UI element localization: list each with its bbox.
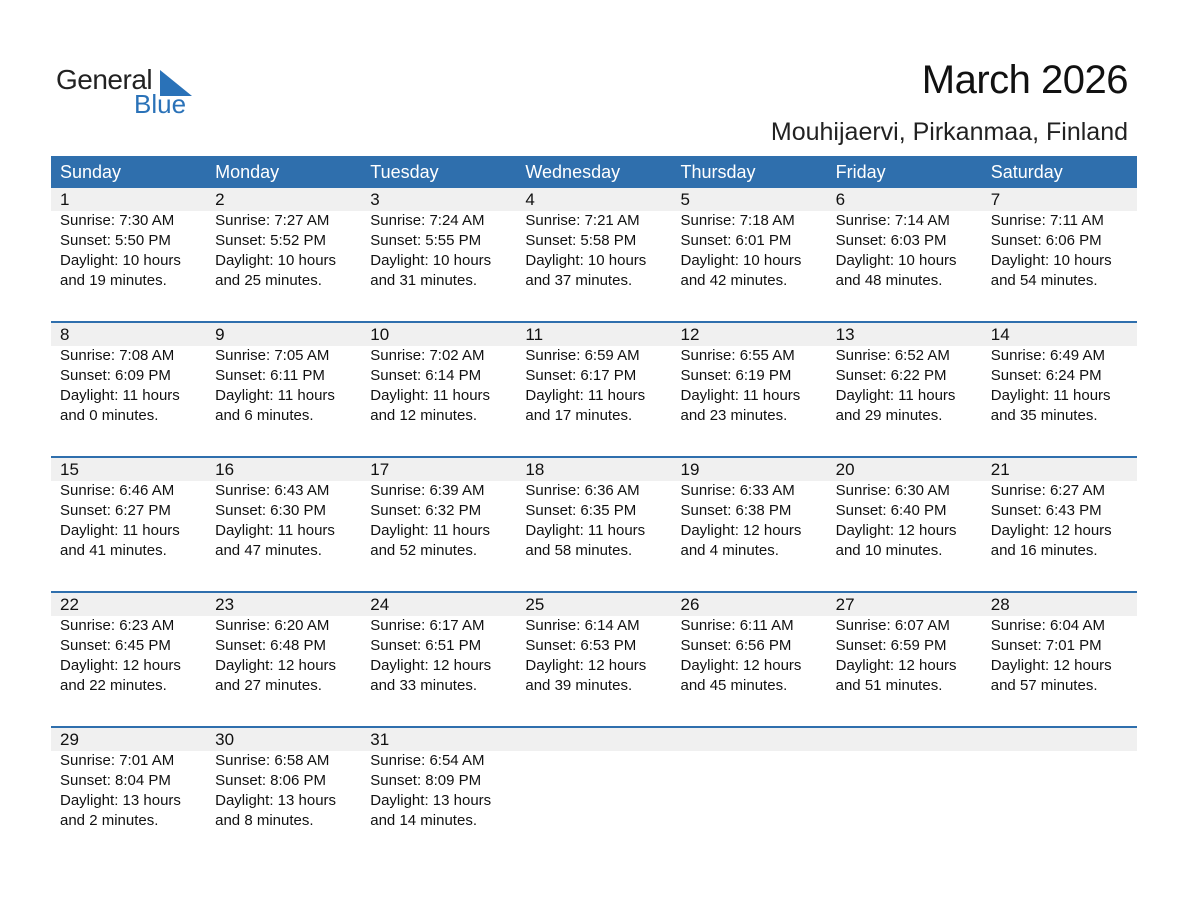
daylight-minutes-text: and 48 minutes.: [835, 272, 943, 289]
daylight-minutes-text: and 25 minutes.: [215, 272, 322, 289]
daylight-minutes-text: and 4 minutes.: [680, 542, 779, 559]
weekday-label: Sunday: [60, 162, 122, 182]
day-number-row: [51, 458, 1137, 481]
daylight-minutes-text: and 29 minutes.: [835, 407, 943, 424]
daylight-minutes-text: and 52 minutes.: [370, 542, 477, 559]
daylight-minutes-text: and 31 minutes.: [370, 272, 477, 289]
daylight-text: Daylight: 12 hours: [990, 522, 1112, 539]
day-cell: [827, 751, 982, 861]
daylight-minutes-text: and 54 minutes.: [990, 272, 1098, 289]
day-cell: [516, 211, 671, 321]
daylight-text: Daylight: 11 hours: [215, 522, 335, 539]
day-number: 14: [990, 325, 1010, 344]
day-cell: [516, 481, 671, 591]
day-number: 11: [525, 325, 544, 344]
day-info-row: [51, 751, 1137, 861]
day-cell: [982, 346, 1137, 456]
sunrise-text: Sunrise: 7:18 AM: [680, 212, 795, 229]
daylight-text: Daylight: 10 hours: [990, 252, 1112, 269]
day-number-row: [51, 188, 1137, 211]
sunset-text: Sunset: 6:53 PM: [525, 637, 637, 654]
daylight-minutes-text: and 8 minutes.: [215, 812, 314, 829]
daylight-minutes-text: and 2 minutes.: [60, 812, 159, 829]
sunset-text: Sunset: 6:40 PM: [835, 502, 947, 519]
day-info-row: [51, 481, 1137, 591]
daylight-text: Daylight: 11 hours: [370, 387, 491, 404]
day-cell: [827, 616, 982, 726]
sunrise-text: Sunrise: 6:36 AM: [525, 482, 640, 499]
sunset-text: Sunset: 6:59 PM: [835, 637, 947, 654]
daylight-text: Daylight: 12 hours: [680, 522, 802, 539]
day-cell: [51, 211, 206, 321]
day-cell: [827, 211, 982, 321]
day-cell: [51, 616, 206, 726]
day-cell: [361, 211, 516, 321]
location-subtitle: Mouhijaervi, Pirkanmaa, Finland: [770, 118, 1128, 146]
sunset-text: Sunset: 6:01 PM: [680, 232, 792, 249]
daylight-minutes-text: and 22 minutes.: [60, 677, 167, 694]
sunrise-text: Sunrise: 6:43 AM: [215, 482, 330, 499]
day-number: 21: [990, 460, 1010, 479]
daylight-text: Daylight: 11 hours: [680, 387, 801, 404]
sunrise-text: Sunrise: 6:17 AM: [370, 617, 485, 634]
week-row: [51, 591, 1137, 726]
daylight-text: Daylight: 12 hours: [990, 657, 1112, 674]
sunset-text: Sunset: 6:09 PM: [60, 367, 171, 384]
daylight-minutes-text: and 47 minutes.: [215, 542, 322, 559]
sunrise-text: Sunrise: 6:49 AM: [990, 347, 1105, 364]
day-cell: [206, 346, 361, 456]
day-number: 7: [990, 190, 1001, 209]
sunset-text: Sunset: 6:24 PM: [990, 367, 1102, 384]
daylight-text: Daylight: 11 hours: [370, 522, 491, 539]
daylight-text: Daylight: 10 hours: [835, 252, 957, 269]
day-cell: [361, 346, 516, 456]
daylight-minutes-text: and 41 minutes.: [60, 542, 167, 559]
sunrise-text: Sunrise: 6:11 AM: [680, 617, 794, 634]
day-number: 15: [60, 460, 79, 479]
day-cell: [982, 481, 1137, 591]
daylight-minutes-text: and 23 minutes.: [680, 407, 788, 424]
day-number-row: [51, 728, 1137, 751]
day-cell: [361, 751, 516, 861]
sunset-text: Sunset: 6:30 PM: [215, 502, 327, 519]
day-number: 26: [680, 595, 700, 614]
daylight-minutes-text: and 45 minutes.: [680, 677, 788, 694]
day-cell: [672, 211, 827, 321]
day-number: 25: [525, 595, 545, 614]
week-row: [51, 321, 1137, 456]
daylight-minutes-text: and 16 minutes.: [990, 542, 1098, 559]
daylight-text: Daylight: 11 hours: [215, 387, 335, 404]
daylight-text: Daylight: 10 hours: [370, 252, 492, 269]
sunset-text: Sunset: 6:14 PM: [370, 367, 482, 384]
day-cell: [361, 481, 516, 591]
day-number: [672, 728, 827, 752]
day-info-row: [51, 346, 1137, 456]
sunset-text: Sunset: 6:27 PM: [60, 502, 171, 519]
day-number: 18: [525, 460, 545, 479]
day-number: 10: [370, 325, 390, 344]
daylight-text: Daylight: 11 hours: [990, 387, 1111, 404]
sunrise-text: Sunrise: 7:11 AM: [990, 212, 1104, 229]
daylight-text: Daylight: 11 hours: [835, 387, 956, 404]
day-number: [982, 728, 1137, 752]
daylight-minutes-text: and 17 minutes.: [525, 407, 633, 424]
sunrise-text: Sunrise: 7:01 AM: [60, 752, 175, 769]
daylight-text: Daylight: 12 hours: [680, 657, 802, 674]
day-number: 31: [370, 730, 390, 749]
daylight-text: Daylight: 10 hours: [680, 252, 802, 269]
day-number: [827, 728, 982, 752]
sunrise-text: Sunrise: 6:39 AM: [370, 482, 485, 499]
sunrise-text: Sunrise: 6:07 AM: [835, 617, 950, 634]
sunrise-text: Sunrise: 6:52 AM: [835, 347, 950, 364]
day-cell: [516, 751, 671, 861]
daylight-text: Daylight: 12 hours: [525, 657, 647, 674]
daylight-text: Daylight: 10 hours: [525, 252, 647, 269]
week-row: [51, 188, 1137, 321]
sunset-text: Sunset: 6:06 PM: [990, 232, 1102, 249]
day-number: 4: [525, 190, 535, 209]
day-cell: [51, 481, 206, 591]
day-number: 24: [370, 595, 390, 614]
daylight-text: Daylight: 12 hours: [215, 657, 337, 674]
day-cell: [672, 751, 827, 861]
day-number: 22: [60, 595, 79, 614]
daylight-minutes-text: and 10 minutes.: [835, 542, 943, 559]
sunset-text: Sunset: 6:03 PM: [835, 232, 947, 249]
daylight-text: Daylight: 10 hours: [60, 252, 181, 269]
sunset-text: Sunset: 5:58 PM: [525, 232, 637, 249]
daylight-minutes-text: and 0 minutes.: [60, 407, 159, 424]
daylight-minutes-text: and 6 minutes.: [215, 407, 314, 424]
sunset-text: Sunset: 6:17 PM: [525, 367, 637, 384]
sunrise-text: Sunrise: 6:30 AM: [835, 482, 950, 499]
day-number: 8: [60, 325, 70, 344]
day-cell: [51, 751, 206, 861]
sunset-text: Sunset: 6:22 PM: [835, 367, 947, 384]
daylight-text: Daylight: 12 hours: [370, 657, 492, 674]
week-row: [51, 726, 1137, 861]
sunset-text: Sunset: 5:50 PM: [60, 232, 171, 249]
day-number: 17: [370, 460, 390, 479]
sunset-text: Sunset: 6:51 PM: [370, 637, 482, 654]
sunrise-text: Sunrise: 6:14 AM: [525, 617, 640, 634]
daylight-text: Daylight: 13 hours: [60, 792, 181, 809]
sunrise-text: Sunrise: 6:04 AM: [990, 617, 1105, 634]
weekday-header: [51, 156, 1137, 188]
sunrise-text: Sunrise: 6:59 AM: [525, 347, 640, 364]
daylight-minutes-text: and 14 minutes.: [370, 812, 477, 829]
day-cell: [982, 616, 1137, 726]
weeks-container: [51, 188, 1137, 861]
sunrise-text: Sunrise: 7:27 AM: [215, 212, 330, 229]
day-number: 13: [835, 325, 855, 344]
day-number: 19: [680, 460, 700, 479]
sunrise-text: Sunrise: 6:23 AM: [60, 617, 175, 634]
day-cell: [672, 346, 827, 456]
sunrise-text: Sunrise: 7:05 AM: [215, 347, 330, 364]
day-number: 2: [215, 190, 225, 209]
weekday-label: Tuesday: [370, 162, 439, 182]
day-number: 20: [835, 460, 855, 479]
sunrise-text: Sunrise: 7:08 AM: [60, 347, 175, 364]
weekday-label: Saturday: [990, 162, 1063, 182]
daylight-minutes-text: and 33 minutes.: [370, 677, 477, 694]
logo-word-general: General: [56, 64, 153, 95]
sunrise-text: Sunrise: 7:21 AM: [525, 212, 640, 229]
day-cell: [827, 481, 982, 591]
weekday-label: Monday: [215, 162, 280, 182]
daylight-text: Daylight: 13 hours: [370, 792, 492, 809]
day-number: 6: [835, 190, 846, 209]
sunset-text: Sunset: 6:11 PM: [215, 367, 325, 384]
day-cell: [516, 616, 671, 726]
sunset-text: Sunset: 6:19 PM: [680, 367, 792, 384]
day-cell: [672, 616, 827, 726]
sunset-text: Sunset: 6:35 PM: [525, 502, 637, 519]
day-cell: [206, 751, 361, 861]
day-cell: [982, 211, 1137, 321]
daylight-minutes-text: and 12 minutes.: [370, 407, 477, 424]
day-number-row: [51, 323, 1137, 346]
sunset-text: Sunset: 8:06 PM: [215, 772, 327, 789]
sunrise-text: Sunrise: 6:55 AM: [680, 347, 795, 364]
day-cell: [206, 616, 361, 726]
sunrise-text: Sunrise: 7:24 AM: [370, 212, 485, 229]
logo-word-blue: Blue: [134, 89, 187, 119]
day-cell: [672, 481, 827, 591]
sunset-text: Sunset: 5:52 PM: [215, 232, 327, 249]
day-info-row: [51, 211, 1137, 321]
day-cell: [827, 346, 982, 456]
day-number: 16: [215, 460, 235, 479]
daylight-text: Daylight: 12 hours: [60, 657, 181, 674]
day-info-row: [51, 616, 1137, 726]
day-number: 28: [990, 595, 1010, 614]
day-number: 23: [215, 595, 235, 614]
sunrise-text: Sunrise: 6:20 AM: [215, 617, 330, 634]
daylight-minutes-text: and 42 minutes.: [680, 272, 788, 289]
day-number: 5: [680, 190, 690, 209]
sunset-text: Sunset: 6:32 PM: [370, 502, 482, 519]
day-number: [516, 728, 671, 752]
sunset-text: Sunset: 6:56 PM: [680, 637, 792, 654]
daylight-minutes-text: and 57 minutes.: [990, 677, 1098, 694]
day-number: 29: [60, 730, 79, 749]
sunset-text: Sunset: 8:04 PM: [60, 772, 171, 789]
weekday-label: Wednesday: [525, 162, 621, 182]
sunrise-text: Sunrise: 7:30 AM: [60, 212, 175, 229]
day-number: 27: [835, 595, 855, 614]
day-cell: [516, 346, 671, 456]
daylight-text: Daylight: 10 hours: [215, 252, 337, 269]
sunrise-text: Sunrise: 7:14 AM: [835, 212, 950, 229]
sunset-text: Sunset: 6:48 PM: [215, 637, 327, 654]
weekday-label: Thursday: [680, 162, 756, 182]
daylight-text: Daylight: 12 hours: [835, 657, 957, 674]
day-number: 9: [215, 325, 225, 344]
sunrise-text: Sunrise: 7:02 AM: [370, 347, 485, 364]
sunset-text: Sunset: 8:09 PM: [370, 772, 482, 789]
day-number: 30: [215, 730, 235, 749]
daylight-text: Daylight: 11 hours: [60, 522, 180, 539]
daylight-minutes-text: and 58 minutes.: [525, 542, 633, 559]
sunrise-text: Sunrise: 6:46 AM: [60, 482, 175, 499]
sunrise-text: Sunrise: 6:58 AM: [215, 752, 330, 769]
daylight-minutes-text: and 19 minutes.: [60, 272, 167, 289]
brand-logo: [56, 64, 196, 120]
day-cell: [51, 346, 206, 456]
daylight-text: Daylight: 13 hours: [215, 792, 337, 809]
daylight-minutes-text: and 51 minutes.: [835, 677, 943, 694]
daylight-text: Daylight: 11 hours: [525, 387, 646, 404]
day-cell: [361, 616, 516, 726]
day-number: 12: [680, 325, 700, 344]
day-number-row: [51, 593, 1137, 616]
day-cell: [206, 481, 361, 591]
day-number: 1: [60, 190, 70, 209]
sunrise-text: Sunrise: 6:27 AM: [990, 482, 1105, 499]
daylight-minutes-text: and 37 minutes.: [525, 272, 633, 289]
calendar-grid: [51, 156, 1137, 861]
weekday-label: Friday: [835, 162, 886, 182]
daylight-minutes-text: and 27 minutes.: [215, 677, 322, 694]
sunrise-text: Sunrise: 6:54 AM: [370, 752, 485, 769]
daylight-text: Daylight: 11 hours: [525, 522, 646, 539]
sunset-text: Sunset: 6:43 PM: [990, 502, 1102, 519]
daylight-text: Daylight: 12 hours: [835, 522, 957, 539]
daylight-minutes-text: and 35 minutes.: [990, 407, 1098, 424]
sunset-text: Sunset: 6:45 PM: [60, 637, 171, 654]
sunrise-text: Sunrise: 6:33 AM: [680, 482, 795, 499]
day-number: 3: [370, 190, 380, 209]
week-row: [51, 456, 1137, 591]
day-cell: [206, 211, 361, 321]
page-title: March 2026: [921, 58, 1128, 102]
sunset-text: Sunset: 7:01 PM: [990, 637, 1102, 654]
day-cell: [982, 751, 1137, 861]
daylight-text: Daylight: 11 hours: [60, 387, 180, 404]
sunset-text: Sunset: 6:38 PM: [680, 502, 792, 519]
daylight-minutes-text: and 39 minutes.: [525, 677, 633, 694]
sunset-text: Sunset: 5:55 PM: [370, 232, 482, 249]
